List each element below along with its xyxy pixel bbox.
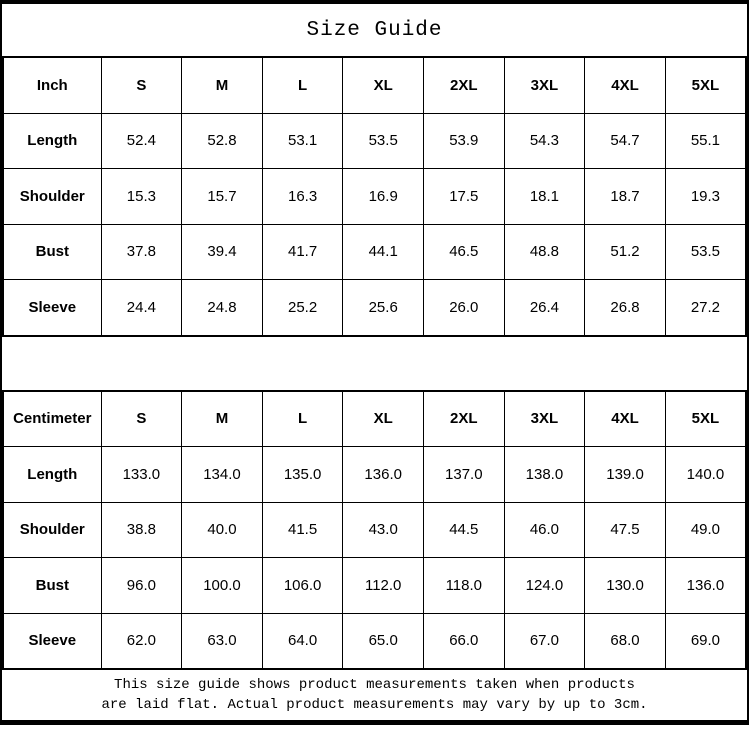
- size-header-cell: XL: [343, 57, 424, 113]
- measurement-value-cell: 44.1: [343, 224, 424, 280]
- measurement-value-cell: 137.0: [424, 447, 505, 503]
- measurement-value-cell: 118.0: [424, 558, 505, 614]
- measurement-value-cell: 54.7: [585, 113, 666, 169]
- size-header-cell: 5XL: [665, 57, 746, 113]
- measurement-value-cell: 65.0: [343, 613, 424, 669]
- measurement-value-cell: 66.0: [424, 613, 505, 669]
- measurement-value-cell: 67.0: [504, 613, 585, 669]
- measurement-value-cell: 53.1: [262, 113, 343, 169]
- measurement-value-cell: 26.4: [504, 280, 585, 336]
- footer-note-line2: are laid flat. Actual product measurements may vary by up to 3cm.: [101, 697, 648, 713]
- measurement-value-cell: 40.0: [182, 502, 263, 558]
- size-header-cell: M: [182, 391, 263, 447]
- measurement-value-cell: 69.0: [665, 613, 746, 669]
- inch-table-section: [2, 56, 747, 337]
- measurement-value-cell: 43.0: [343, 502, 424, 558]
- measurement-value-cell: 27.2: [665, 280, 746, 336]
- measurement-label-cell: Length: [3, 113, 101, 169]
- measurement-value-cell: 17.5: [424, 169, 505, 225]
- size-header-cell: 2XL: [424, 391, 505, 447]
- measurement-value-cell: 47.5: [585, 502, 666, 558]
- table-row: [3, 447, 746, 503]
- table-separator: [2, 337, 747, 390]
- size-header-cell: 3XL: [504, 391, 585, 447]
- measurement-value-cell: 25.6: [343, 280, 424, 336]
- table-row: [3, 502, 746, 558]
- measurement-value-cell: 18.7: [585, 169, 666, 225]
- measurement-value-cell: 41.5: [262, 502, 343, 558]
- measurement-value-cell: 112.0: [343, 558, 424, 614]
- measurement-value-cell: 37.8: [101, 224, 182, 280]
- size-header-cell: S: [101, 57, 182, 113]
- measurement-value-cell: 19.3: [665, 169, 746, 225]
- measurement-value-cell: 138.0: [504, 447, 585, 503]
- measurement-value-cell: 51.2: [585, 224, 666, 280]
- size-header-cell: 5XL: [665, 391, 746, 447]
- measurement-value-cell: 136.0: [343, 447, 424, 503]
- measurement-value-cell: 139.0: [585, 447, 666, 503]
- measurement-value-cell: 44.5: [424, 502, 505, 558]
- table-row: [3, 224, 746, 280]
- measurement-value-cell: 135.0: [262, 447, 343, 503]
- measurement-label-cell: Bust: [3, 558, 101, 614]
- size-header-cell: XL: [343, 391, 424, 447]
- measurement-value-cell: 55.1: [665, 113, 746, 169]
- centimeter-table-section: [2, 390, 747, 671]
- measurement-label-cell: Shoulder: [3, 502, 101, 558]
- header-row: [3, 57, 746, 113]
- measurement-value-cell: 96.0: [101, 558, 182, 614]
- measurement-value-cell: 15.3: [101, 169, 182, 225]
- measurement-value-cell: 48.8: [504, 224, 585, 280]
- size-table-inch: [2, 56, 747, 337]
- unit-header-cell: Centimeter: [3, 391, 101, 447]
- measurement-value-cell: 133.0: [101, 447, 182, 503]
- measurement-value-cell: 16.9: [343, 169, 424, 225]
- measurement-value-cell: 25.2: [262, 280, 343, 336]
- measurement-value-cell: 24.8: [182, 280, 263, 336]
- measurement-value-cell: 26.0: [424, 280, 505, 336]
- measurement-value-cell: 100.0: [182, 558, 263, 614]
- measurement-value-cell: 124.0: [504, 558, 585, 614]
- measurement-label-cell: Sleeve: [3, 613, 101, 669]
- measurement-value-cell: 16.3: [262, 169, 343, 225]
- measurement-value-cell: 64.0: [262, 613, 343, 669]
- size-header-cell: L: [262, 391, 343, 447]
- measurement-value-cell: 39.4: [182, 224, 263, 280]
- footer-note-line1: This size guide shows product measurements taken when products: [114, 676, 635, 693]
- table-row: [3, 613, 746, 669]
- size-header-cell: 4XL: [585, 391, 666, 447]
- table-row: [3, 558, 746, 614]
- measurement-value-cell: 130.0: [585, 558, 666, 614]
- size-header-cell: 2XL: [424, 57, 505, 113]
- measurement-value-cell: 53.5: [343, 113, 424, 169]
- measurement-value-cell: 41.7: [262, 224, 343, 280]
- unit-header-cell: Inch: [3, 57, 101, 113]
- table-row: [3, 280, 746, 336]
- measurement-value-cell: 53.5: [665, 224, 746, 280]
- size-header-cell: 3XL: [504, 57, 585, 113]
- measurement-label-cell: Length: [3, 447, 101, 503]
- measurement-label-cell: Bust: [3, 224, 101, 280]
- measurement-value-cell: 62.0: [101, 613, 182, 669]
- measurement-value-cell: 52.8: [182, 113, 263, 169]
- measurement-label-cell: Sleeve: [3, 280, 101, 336]
- measurement-value-cell: 52.4: [101, 113, 182, 169]
- measurement-value-cell: 53.9: [424, 113, 505, 169]
- measurement-label-cell: Shoulder: [3, 169, 101, 225]
- measurement-value-cell: 24.4: [101, 280, 182, 336]
- size-header-cell: S: [101, 391, 182, 447]
- measurement-value-cell: 63.0: [182, 613, 263, 669]
- bottom-bar: [2, 720, 747, 725]
- size-header-cell: M: [182, 57, 263, 113]
- measurement-value-cell: 18.1: [504, 169, 585, 225]
- measurement-value-cell: 38.8: [101, 502, 182, 558]
- measurement-value-cell: 136.0: [665, 558, 746, 614]
- size-header-cell: 4XL: [585, 57, 666, 113]
- measurement-value-cell: 26.8: [585, 280, 666, 336]
- size-table-centimeter: [2, 390, 747, 671]
- measurement-value-cell: 46.0: [504, 502, 585, 558]
- footer-note: [2, 670, 747, 720]
- measurement-value-cell: 140.0: [665, 447, 746, 503]
- page-title: Size Guide: [306, 18, 443, 42]
- table-row: [3, 169, 746, 225]
- measurement-value-cell: 46.5: [424, 224, 505, 280]
- measurement-value-cell: 54.3: [504, 113, 585, 169]
- measurement-value-cell: 15.7: [182, 169, 263, 225]
- measurement-value-cell: 68.0: [585, 613, 666, 669]
- size-header-cell: L: [262, 57, 343, 113]
- measurement-value-cell: 49.0: [665, 502, 746, 558]
- measurement-value-cell: 134.0: [182, 447, 263, 503]
- header-row: [3, 391, 746, 447]
- measurement-value-cell: 106.0: [262, 558, 343, 614]
- table-row: [3, 113, 746, 169]
